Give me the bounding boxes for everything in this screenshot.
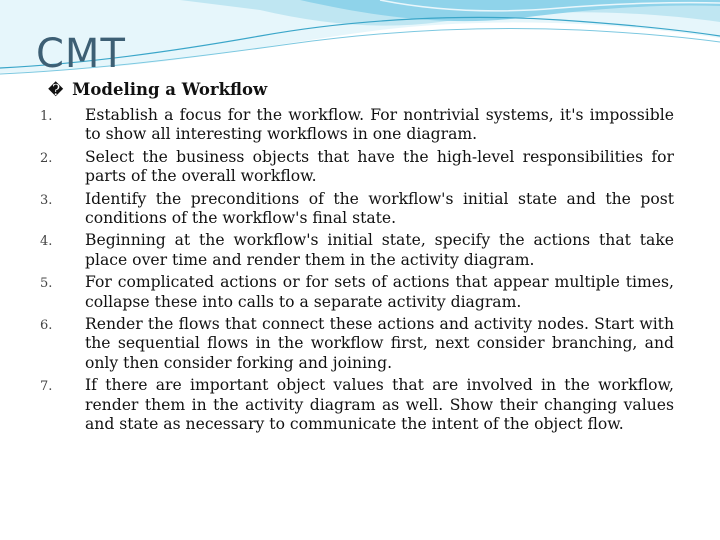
step-text: Render the flows that connect these actions and activity nodes. Start with the sequential flows in the workflow first, next consider branching, and only then consider forking and joining. — [85, 315, 674, 372]
list-item — [40, 273, 674, 312]
step-number: 5. — [40, 276, 53, 292]
step-number: 2. — [40, 150, 53, 166]
slide-title: CMT — [36, 31, 126, 77]
list-item — [40, 148, 674, 187]
list-item — [40, 376, 674, 434]
step-number: 6. — [40, 318, 53, 334]
list-item — [40, 106, 674, 145]
step-number: 3. — [40, 192, 53, 208]
heading-bullet-icon: � — [48, 81, 64, 99]
step-number: 1. — [40, 109, 53, 124]
step-text: For complicated actions or for sets of actions that appear multiple times, collapse these into calls to a separate activity diagram. — [85, 273, 674, 311]
step-text: If there are important object values that are involved in the workflow, render them in the activity diagram as well. Show their changing values and state as necessary to communicate the intent of the object flow. — [85, 376, 674, 434]
step-number: 7. — [40, 379, 53, 395]
workflow-steps-list — [40, 106, 674, 438]
list-item — [40, 190, 674, 229]
step-text: Select the business objects that have the high-level responsibilities for parts of the overall workflow. — [85, 147, 674, 186]
section-heading-text: Modeling a Workflow — [72, 80, 268, 99]
step-text: Beginning at the workflow's initial state, specify the actions that take place over time and render them in the activity diagram. — [85, 231, 674, 269]
list-item — [40, 315, 674, 373]
step-text: Identify the preconditions of the workflow's initial state and the post conditions of the workflow's final state. — [85, 189, 674, 228]
list-item — [40, 231, 674, 270]
section-heading — [48, 80, 267, 99]
step-number: 4. — [40, 234, 53, 250]
step-text: Establish a focus for the workflow. For nontrivial systems, it's impossible to show all interesting workflows in one diagram. — [85, 106, 674, 144]
